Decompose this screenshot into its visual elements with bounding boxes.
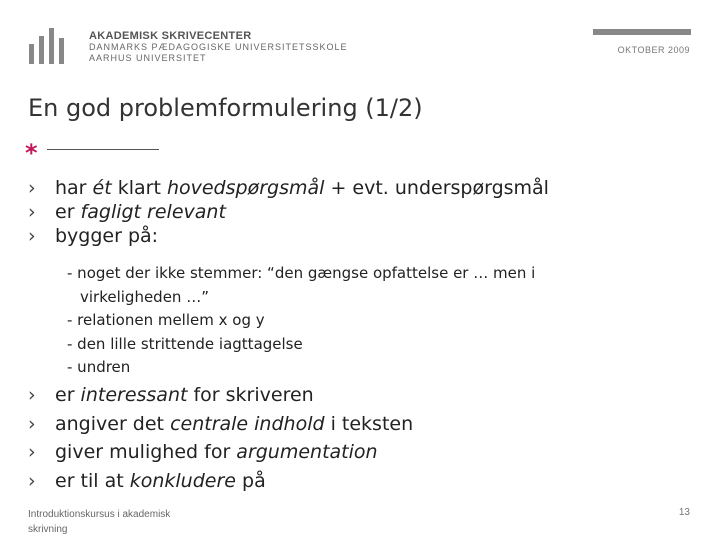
bullet-list-top — [28, 176, 698, 248]
footer-course: Introduktionskursus i akademisk skrivning — [28, 509, 171, 535]
sub-item: virkeligheden …” — [80, 287, 209, 306]
org-school: DANMARKS PÆDAGOGISKE UNIVERSITETSSKOLE — [89, 42, 348, 52]
bullet-item: › er fagligt relevant — [28, 201, 226, 223]
arrow-icon: › — [28, 441, 36, 463]
bullet-item: › bygger på: — [28, 225, 159, 247]
bullet-item: › er interessant for skriveren — [28, 381, 698, 410]
sub-list — [67, 262, 667, 380]
slide-title: En god problemformulering (1/2) — [28, 94, 423, 122]
bullet-item: › giver mulighed for argumentation — [28, 438, 698, 467]
sub-item: - den lille strittende iagttagelse — [67, 334, 303, 353]
arrow-icon: › — [28, 469, 36, 492]
arrow-icon: › — [28, 412, 36, 435]
title-underline — [47, 149, 159, 150]
bullet-item: › har ét klart hovedspørgsmål + evt. underspørgsmål — [28, 177, 549, 199]
sub-item: - relationen mellem x og y — [67, 311, 265, 329]
sub-item: - noget der ikke stemmer: “den gængse opfattelse er … men i — [67, 264, 536, 282]
page-number: 13 — [678, 507, 690, 518]
header-bar — [593, 29, 691, 35]
university-logo-icon — [28, 26, 72, 66]
bullet-list-bottom — [28, 381, 698, 495]
bullet-item: › er til at konkludere på — [28, 467, 698, 496]
org-name: AKADEMISK SKRIVECENTER — [89, 30, 252, 42]
asterisk-icon: * — [25, 139, 38, 167]
bullet-item: › angiver det centrale indhold i teksten — [28, 410, 698, 439]
arrow-icon: › — [28, 384, 36, 406]
arrow-icon: › — [28, 177, 36, 199]
arrow-icon: › — [28, 225, 36, 247]
date-label: OKTOBER 2009 — [617, 45, 690, 55]
org-university: AARHUS UNIVERSITET — [89, 53, 207, 63]
sub-item: - undren — [67, 358, 131, 376]
organization-block — [89, 30, 348, 64]
arrow-icon: › — [28, 201, 36, 223]
